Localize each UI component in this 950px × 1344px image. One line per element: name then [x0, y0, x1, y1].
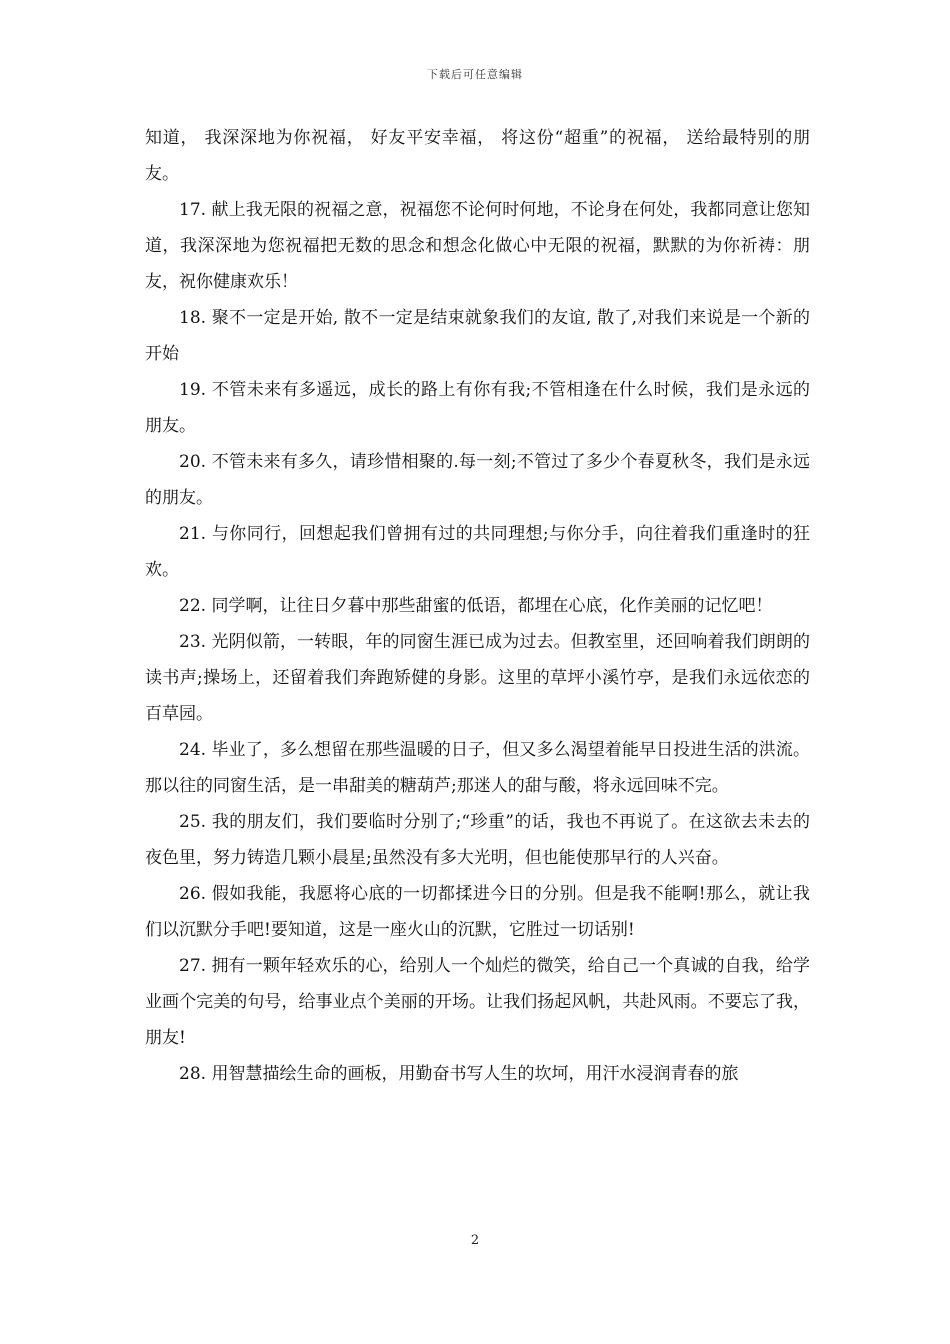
- paragraph-item-28: 28. 用智慧描绘生命的画板，用勤奋书写人生的坎坷，用汗水浸润青春的旅: [179, 1064, 739, 1084]
- paragraph-item-23: 23. 光阴似箭，一转眼，年的同窗生涯已成为过去。但教室里，还回响着我们朗朗的读书声;操场上，还留着我们奔跑矫健的身影。这里的草坪小溪竹亭，是我们永远依恋的百草园。: [145, 632, 810, 724]
- paragraph-item-22: 22. 同学啊，让往日夕暮中那些甜蜜的低语，都埋在心底，化作美丽的记忆吧！: [179, 596, 773, 616]
- paragraph-item-27: 27. 拥有一颗年轻欢乐的心，给别人一个灿烂的微笑，给自己一个真诚的自我，给学业画个完美的句号，给事业点个美丽的开场。让我们扬起风帆，共赴风雨。不要忘了我，朋友!: [145, 956, 810, 1048]
- paragraph-item-17: 17. 献上我无限的祝福之意，祝福您不论何时何地，不论身在何处，我都同意让您知道，我深深地为您祝福把无数的思念和想念化做心中无限的祝福，默默的为你祈祷：朋友，祝你健康欢乐！: [145, 200, 810, 292]
- paragraph-item-26: 26. 假如我能，我愿将心底的一切都揉进今日的分别。但是我不能啊!那么，就让我们以沉默分手吧!要知道，这是一座火山的沉默，它胜过一切话别!: [145, 884, 810, 940]
- paragraph-item-19: 19. 不管未来有多遥远，成长的路上有你有我;不管相逢在什么时候，我们是永远的朋友。: [145, 380, 810, 436]
- paragraph-item-18: 18. 聚不一定是开始, 散不一定是结束就象我们的友谊, 散了,对我们来说是一个新的开始: [145, 308, 810, 364]
- paragraph-continuation: 知道， 我深深地为你祝福， 好友平安幸福， 将这份“超重”的祝福， 送给最特别的朋友。: [145, 128, 810, 184]
- paragraph-item-24: 24. 毕业了，多么想留在那些温暖的日子，但又多么渴望着能早日投进生活的洪流。那以往的同窗生活，是一串甜美的糖葫芦;那迷人的甜与酸，将永远回味不完。: [145, 740, 810, 796]
- document-body: [145, 120, 810, 1092]
- paragraph-item-25: 25. 我的朋友们，我们要临时分别了;“珍重”的话，我也不再说了。在这欲去未去的夜色里，努力铸造几颗小晨星;虽然没有多大光明，但也能使那早行的人兴奋。: [145, 812, 810, 868]
- paragraph-item-20: 20. 不管未来有多久，请珍惜相聚的.每一刻;不管过了多少个春夏秋冬，我们是永远的朋友。: [145, 452, 810, 508]
- page-number: 2: [470, 1233, 480, 1248]
- page-header: 下载后可任意编辑: [427, 68, 523, 81]
- paragraph-item-21: 21. 与你同行，回想起我们曾拥有过的共同理想;与你分手，向往着我们重逢时的狂欢。: [145, 524, 810, 580]
